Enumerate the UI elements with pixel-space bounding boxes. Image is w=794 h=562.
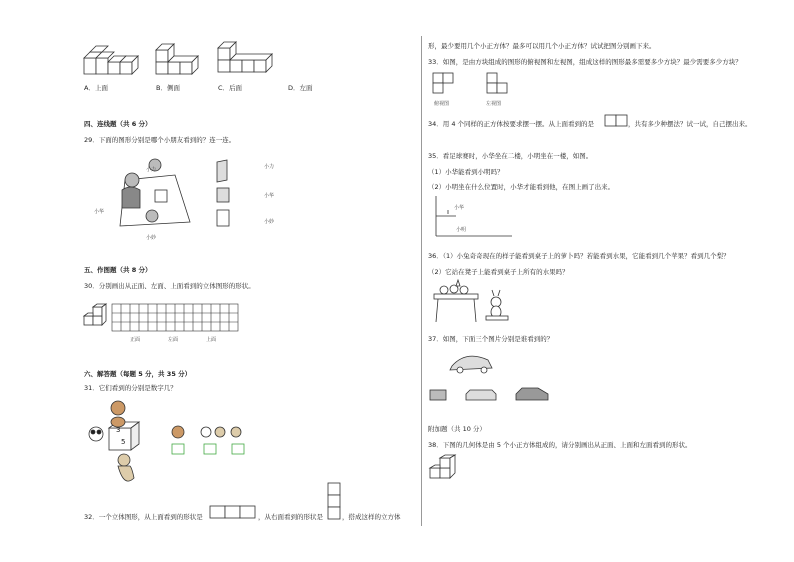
question-38: 38．下图的几何体是由 5 个小正方体组成的，请分别画出从正面、上面和左面看到的形状。 (428, 441, 692, 449)
question-32-c: ，搭成这样的立方体 (342, 513, 401, 521)
question-35-2: （2）小明坐在什么位置时，小华才能看到他，在图上画了出来。 (428, 183, 615, 191)
section6-heading: 六、解答题（每题 5 分，共 35 分） (84, 370, 192, 378)
right-label-3: 小妙 (264, 219, 275, 225)
right-label-2: 小华 (264, 193, 275, 199)
question-35-1: （1）小华能看到小明吗？ (428, 168, 504, 176)
question-32-continued: 形，最少要用几个小正方体？最多可以用几个小正方体？试试把图分别画下来。 (428, 42, 656, 50)
question-32-b: ，从右面看到的形状是 (258, 513, 323, 521)
question-29: 29．下面的图形分别是哪个小朋友看到的？连一连。 (84, 136, 236, 144)
table-rabbit-illustration (430, 280, 512, 326)
label-xiaohua: 小华 (454, 205, 465, 211)
extra-heading: 附加题（共 10 分） (428, 425, 486, 433)
grid-label-top: 上面 (206, 337, 217, 343)
option-c[interactable]: C．后面 (218, 84, 243, 92)
question-34-a: 34．用 4 个同样的正方体按要求摆一摆。从上面看到的是 (428, 120, 595, 128)
question-31: 31．它们看到的分别是数字几？ (84, 384, 177, 392)
cube-digit-2: 5 (121, 438, 126, 446)
question-35: 35．看足球赛时，小华坐在二楼，小明坐在一楼，如图。 (428, 152, 593, 160)
name-top: 小力 (146, 167, 157, 173)
drawing-grid[interactable] (112, 304, 240, 332)
cube-figure-b (156, 44, 216, 80)
column-divider (421, 36, 422, 526)
right-view-boxes (327, 483, 343, 523)
option-b[interactable]: B．侧面 (156, 84, 180, 92)
grid-label-front: 正面 (130, 337, 141, 343)
view-options (215, 160, 235, 230)
name-left: 小华 (94, 209, 105, 215)
question-32-a: 32．一个立体图形，从上面看到的形状是 (84, 513, 203, 521)
section5-heading: 五、作图题（共 8 分） (84, 266, 152, 274)
section4-heading: 四、连线题（共 6 分） (84, 120, 152, 128)
right-label-1: 小力 (264, 164, 275, 170)
cars-illustration (430, 346, 560, 406)
cube-figure-c (218, 42, 280, 80)
question-37: 37．如图，下面三个图片分别是谁看到的？ (428, 335, 554, 343)
stadium-diagram (434, 196, 514, 240)
cube-figure-a (84, 44, 144, 80)
animals-cube-illustration (84, 398, 254, 490)
option-a[interactable]: A．上面 (84, 84, 108, 92)
top-view-figure (432, 72, 462, 98)
top-view-boxes (210, 505, 258, 519)
question-36-1: 36．（1）小兔奇奇现在的样子能看到桌子上的萝卜吗？若能看到水果，它能看到几个苹果？看到几个梨？ (428, 252, 730, 260)
label-xiaoming: 小明 (456, 227, 467, 233)
question-33: 33．如图，是由方块组成的图形的俯视图和左视图，组成这样的图形最多需要多少方块？最少需要多少方块？ (428, 58, 742, 66)
cube-figure-q30 (84, 304, 114, 334)
label-left-view: 左视图 (486, 101, 502, 107)
option-d[interactable]: D．左面 (288, 84, 313, 92)
question-36-2: （2）它站在凳子上能看到桌子上所有的水果吗？ (428, 268, 569, 276)
q34-top-view (604, 114, 630, 128)
label-top-view: 俯视图 (434, 101, 450, 107)
cube-digit-1: 3 (116, 426, 121, 434)
grid-label-left: 左面 (168, 337, 179, 343)
question-34-b: ，共有多少种摆法？试一试，自己摆出来。 (628, 120, 752, 128)
question-30: 30．分别画出从正面、左面、上面看到的立体图形的形状。 (84, 282, 255, 290)
left-view-figure (486, 72, 516, 98)
name-bottom: 小妙 (146, 235, 157, 241)
cube-figure-q38 (430, 455, 466, 485)
